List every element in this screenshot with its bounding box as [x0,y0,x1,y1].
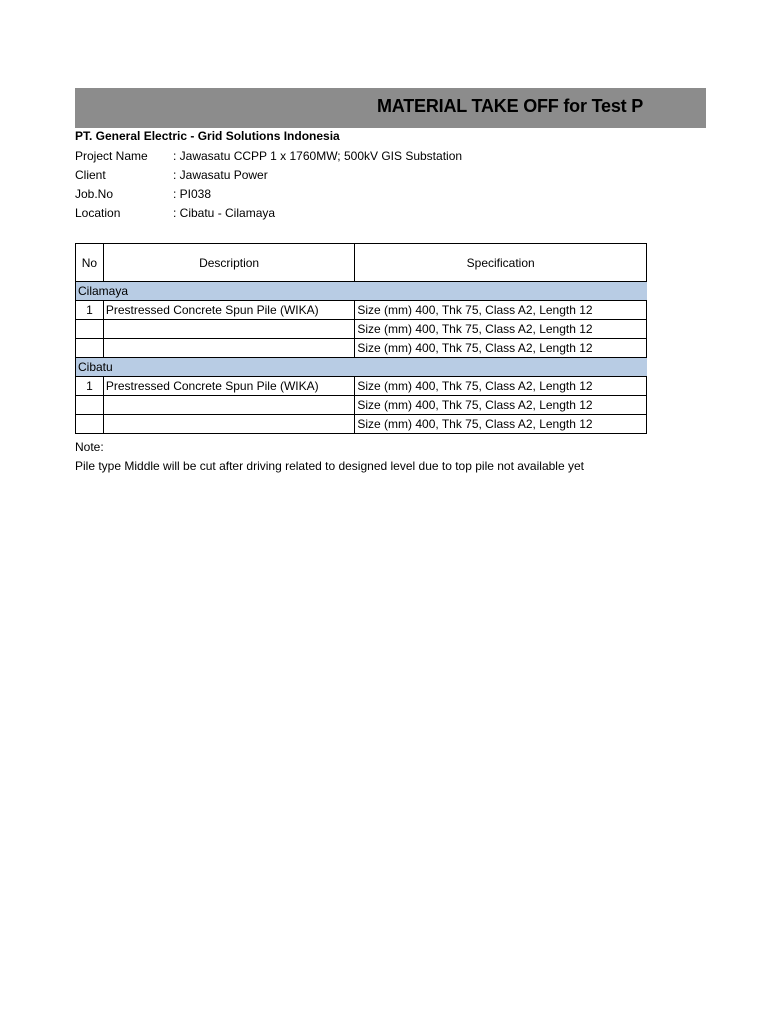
info-label: Job.No [75,187,114,201]
table-row [76,301,647,320]
cell-description [103,320,354,339]
cell-specification: Size (mm) 400, Thk 75, Class A2, Length 12 [355,396,647,415]
header-description: Description [103,244,354,282]
material-table-container [75,243,647,439]
cell-specification: Size (mm) 400, Thk 75, Class A2, Length 12 [355,377,647,396]
header-specification: Specification [355,244,647,282]
table-header-row [76,244,647,282]
table-row [76,320,647,339]
cell-specification: Size (mm) 400, Thk 75, Class A2, Length 12 [355,301,647,320]
cell-description [103,339,354,358]
cell-specification: Size (mm) 400, Thk 75, Class A2, Length 12 [355,339,647,358]
cell-description: Prestressed Concrete Spun Pile (WIKA) [103,377,354,396]
header-no: No [76,244,104,282]
material-table [75,243,647,434]
document-title: MATERIAL TAKE OFF for Test P [377,96,644,116]
cell-no [76,339,104,358]
table-row [76,415,647,434]
note-text: Pile type Middle will be cut after driving related to designed level due to top pile not available yet [75,459,584,473]
group-label: Cibatu [76,358,647,377]
cell-specification: Size (mm) 400, Thk 75, Class A2, Length 12 [355,320,647,339]
cell-no: 1 [76,301,104,320]
info-label: Location [75,206,121,220]
cell-specification: Size (mm) 400, Thk 75, Class A2, Length 12 [355,415,647,434]
group-row-cilamaya [76,282,647,301]
info-label: Client [75,168,106,182]
table-row [76,339,647,358]
table-row [76,396,647,415]
info-value: : Cibatu - Cilamaya [173,206,276,220]
info-value: : PI038 [173,187,212,201]
cell-no: 1 [76,377,104,396]
cell-no [76,396,104,415]
info-label: Project Name [75,149,148,163]
group-row-cibatu [76,358,647,377]
info-value: : Jawasatu Power [173,168,268,182]
cell-no [76,415,104,434]
cell-description: Prestressed Concrete Spun Pile (WIKA) [103,301,354,320]
title-bar [75,88,706,128]
note-label: Note: [75,440,104,454]
title-bar-edge [646,88,706,128]
table-row [76,377,647,396]
cell-no [76,320,104,339]
cell-description [103,415,354,434]
cell-description [103,396,354,415]
company-name: PT. General Electric - Grid Solutions Indonesia [75,129,340,143]
group-label: Cilamaya [76,282,647,301]
info-value: : Jawasatu CCPP 1 x 1760MW; 500kV GIS Substation [173,149,463,163]
